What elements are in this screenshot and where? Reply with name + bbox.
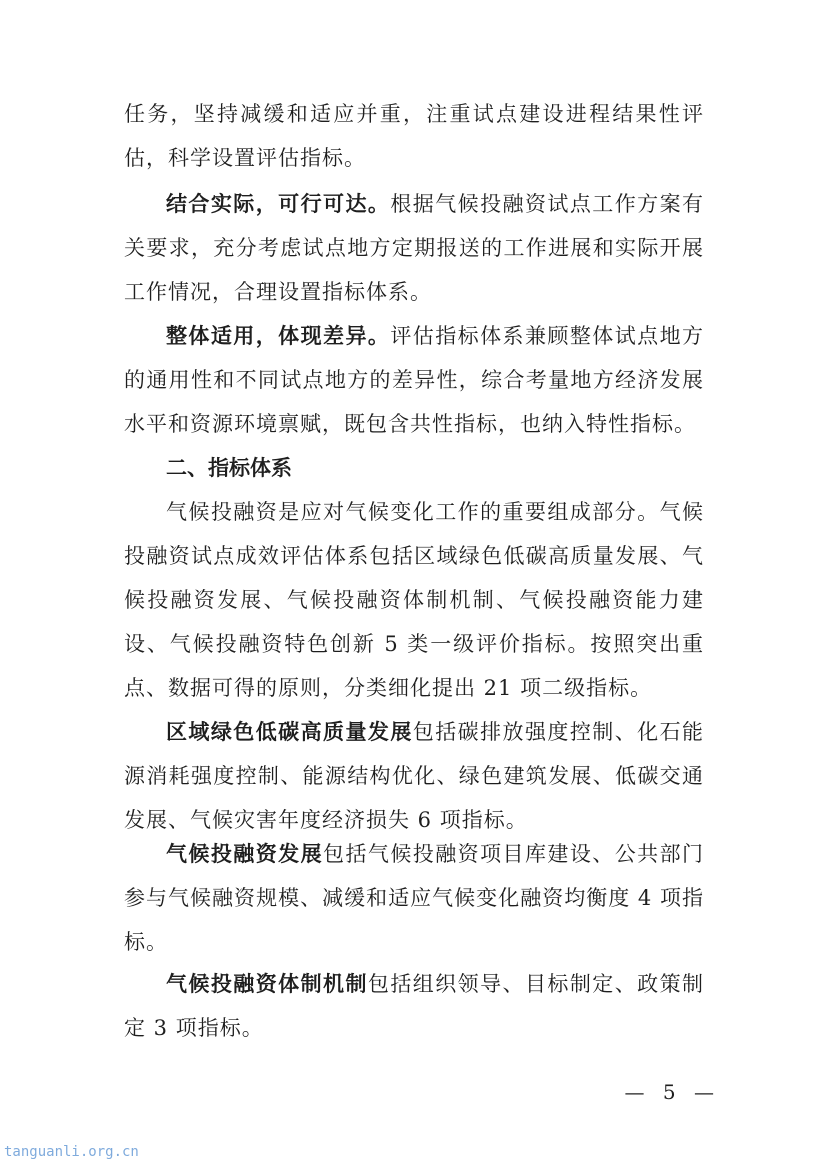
paragraph-text: 气候投融资是应对气候变化工作的重要组成部分。气候投融资试点成效评估体系包括区域绿色低碳高质量发展、气候投融资发展、气候投融资体制机制、气候投融资能力建设、气候投融资特色创新 5 类一级评价指标。按照突出重点、数据可得的原则，分类细化提出 21 项二级指标。 bbox=[124, 500, 704, 700]
paragraph-text: 包括组织领导、目标制定、政策制定 3 项指标。 bbox=[124, 972, 705, 1040]
paragraph-text: 包括气候投融资项目库建设、公共部门参与气候融资规模、减缓和适应气候变化融资均衡度 4 项指标。 bbox=[124, 842, 705, 954]
paragraph-text: 评估指标体系兼顾整体试点地方的通用性和不同试点地方的差异性，综合考量地方经济发展水平和资源环境禀赋，既包含共性指标，也纳入特性指标。 bbox=[124, 324, 705, 436]
paragraph-indicator-system bbox=[124, 490, 704, 710]
paragraph-overall bbox=[124, 314, 704, 446]
section-heading: 二、指标体系 bbox=[166, 456, 292, 480]
paragraph-mechanism bbox=[124, 962, 704, 1050]
paragraph-regional bbox=[124, 710, 704, 842]
page-number: — 5 — bbox=[624, 1080, 720, 1104]
paragraph-lead: 区域绿色低碳高质量发展 bbox=[166, 719, 413, 744]
paragraph-lead: 气候投融资发展 bbox=[166, 841, 324, 866]
paragraph-text: 根据气候投融资试点工作方案有关要求，充分考虑试点地方定期报送的工作进展和实际开展工作情况，合理设置指标体系。 bbox=[124, 192, 705, 304]
paragraph-climate-finance bbox=[124, 832, 704, 964]
paragraph-lead: 结合实际，可行可达。 bbox=[166, 191, 391, 216]
paragraph-continuation bbox=[124, 92, 704, 180]
paragraph-lead: 气候投融资体制机制 bbox=[166, 971, 368, 996]
paragraph-lead: 整体适用，体现差异。 bbox=[166, 323, 391, 348]
paragraph-practical bbox=[124, 182, 704, 314]
paragraph-text: 任务，坚持减缓和适应并重，注重试点建设进程结果性评估，科学设置评估指标。 bbox=[124, 102, 704, 170]
watermark: tanguanli.org.cn bbox=[4, 1144, 139, 1160]
paragraph-text: 包括碳排放强度控制、化石能源消耗强度控制、能源结构优化、绿色建筑发展、低碳交通发展、气候灾害年度经济损失 6 项指标。 bbox=[124, 720, 705, 832]
